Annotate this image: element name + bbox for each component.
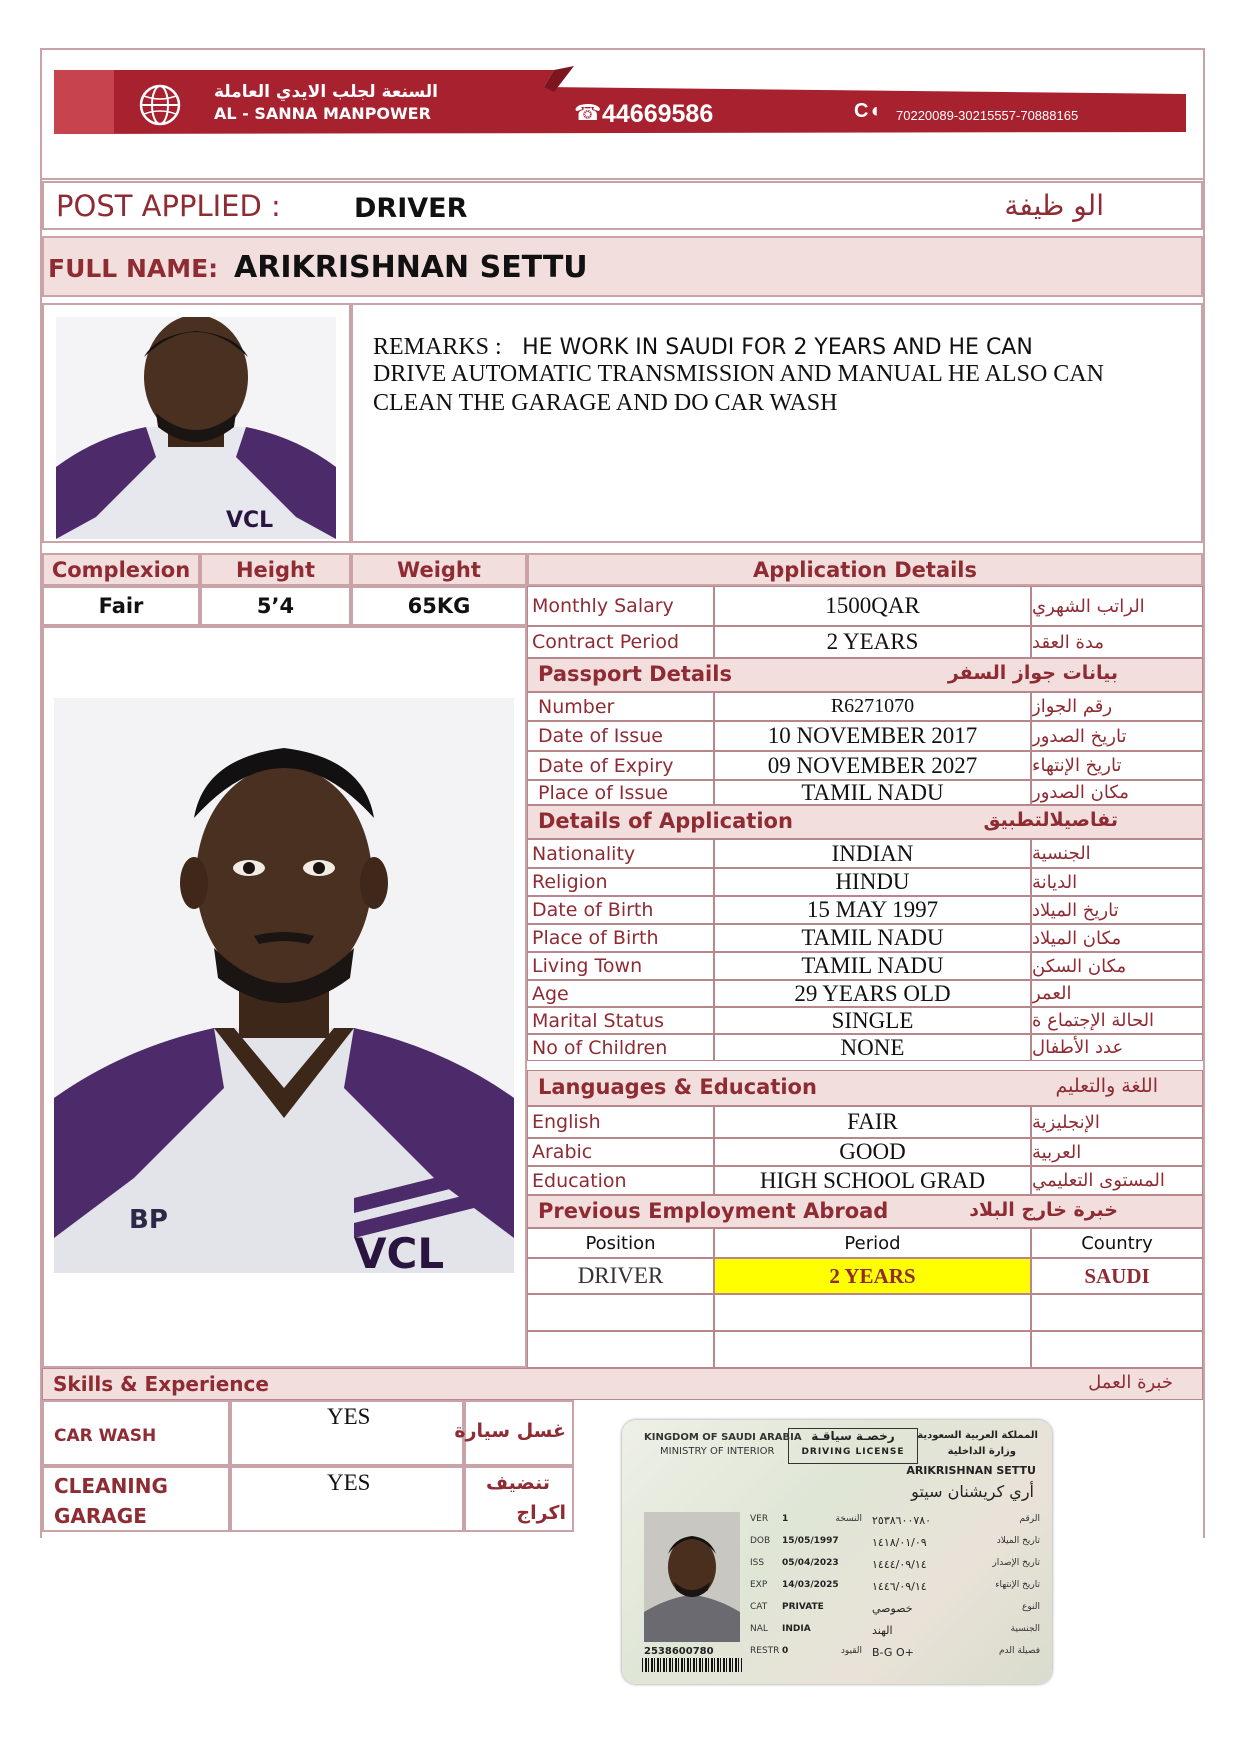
details-row-label: Living Town (527, 952, 714, 980)
details-row-arabic: مكان الميلاد (1031, 924, 1203, 952)
license-field-ar-label: النسخة (835, 1514, 862, 1524)
license-field-ar-value: B-G O+ (872, 1646, 914, 1659)
remarks-label: REMARKS : (373, 334, 502, 360)
details-row-label: Nationality (527, 839, 714, 868)
svg-text:BP: BP (129, 1205, 168, 1235)
employment-title: Previous Employment Abroad (538, 1199, 889, 1223)
skill-cleaning-value: YES (327, 1470, 371, 1495)
details-row-value: NONE (714, 1034, 1031, 1061)
skill-car-wash-value: YES (327, 1404, 371, 1429)
license-title-box (788, 1428, 918, 1464)
details-header (527, 805, 1203, 839)
employment-empty-cell (714, 1294, 1031, 1331)
banner-divider (42, 178, 1203, 180)
post-applied-label: POST APPLIED : (56, 189, 281, 223)
license-field-ar-value: خصوصي (872, 1602, 913, 1615)
header-complexion: Complexion (42, 553, 200, 586)
skill-cleaning-value-cell (230, 1466, 464, 1532)
passport-number-label: Number (527, 692, 714, 721)
license-field-ar-value: ١٤٤٤/٠٩/١٤ (872, 1558, 927, 1571)
employment-header-position: Position (527, 1228, 714, 1258)
license-field-ar-right: تاريخ الإنتهاء (995, 1580, 1040, 1590)
value-height: 5’4 (200, 586, 351, 626)
language-row-value: GOOD (714, 1138, 1031, 1166)
company-arabic-name: السنعة لجلب الايدي العاملة (214, 82, 438, 102)
skill-cleaning-arabic-line1: تنضيف (486, 1472, 550, 1494)
passport-issue-value: 10 NOVEMBER 2017 (714, 721, 1031, 751)
employment-arabic-title: خبرة خارج البلاد (969, 1199, 1118, 1221)
details-row-value: INDIAN (714, 839, 1031, 868)
license-field-ar-label: القيود (840, 1646, 862, 1656)
license-field-value: PRIVATE (782, 1602, 824, 1612)
company-globe-logo (139, 84, 181, 126)
skills-arabic-title: خبرة العمل (1088, 1372, 1173, 1393)
company-name: AL - SANNA MANPOWER (214, 104, 431, 123)
remarks-line1 (373, 333, 1033, 361)
driving-license-card (622, 1420, 1052, 1684)
phone-icon: ☎ (574, 100, 602, 125)
details-row-arabic: عدد الأطفال (1031, 1034, 1203, 1061)
svg-text:VCL: VCL (226, 508, 274, 533)
passport-title: Passport Details (538, 662, 732, 686)
passport-place-arabic: مكان الصدور (1031, 780, 1203, 805)
company-banner (54, 62, 1186, 137)
license-field-ar-right: تاريخ الإصدار (992, 1558, 1040, 1568)
other-phone-numbers: 70220089-30215557-70888165 (896, 108, 1079, 123)
details-row-arabic: العمر (1031, 980, 1203, 1007)
employment-period: 2 YEARS (714, 1258, 1031, 1294)
license-field-ar-value: ١٤٤٦/٠٩/١٤ (872, 1580, 927, 1593)
license-field-value: 0 (782, 1646, 789, 1656)
remarks-text-line1: HE WORK IN SAUDI FOR 2 YEARS AND HE CAN (522, 335, 1033, 360)
passport-number-value: R6271070 (714, 692, 1031, 721)
languages-header (527, 1070, 1203, 1106)
salary-value: 1500QAR (714, 586, 1031, 626)
license-field-key: EXP (750, 1580, 768, 1590)
details-row-label: Marital Status (527, 1007, 714, 1034)
license-field-key: CAT (750, 1602, 768, 1612)
passport-issue-arabic: تاريخ الصدور (1031, 721, 1203, 751)
languages-arabic-title: اللغة والتعليم (1055, 1075, 1158, 1097)
language-row-value: FAIR (714, 1106, 1031, 1138)
license-field-value: 14/03/2025 (782, 1580, 839, 1590)
value-weight: 65KG (351, 586, 527, 626)
passport-arabic-title: بيانات جواز السفر (947, 662, 1118, 684)
license-field-ar-right: النوع (1022, 1602, 1040, 1612)
remarks-text-line3: CLEAN THE GARAGE AND DO CAR WASH (373, 390, 838, 416)
details-title: Details of Application (538, 809, 793, 833)
license-ministry-ar: وزارة الداخلية (947, 1446, 1016, 1457)
employment-empty-cell (527, 1294, 714, 1331)
license-field-ar-right: الجنسية (1010, 1624, 1040, 1634)
languages-title: Languages & Education (538, 1075, 817, 1099)
details-row-label: Religion (527, 868, 714, 896)
details-row-arabic: الحالة الإجتماع ة (1031, 1007, 1203, 1034)
salary-label: Monthly Salary (527, 586, 714, 626)
license-field-value: 05/04/2023 (782, 1558, 839, 1568)
skill-car-wash-value-cell (230, 1400, 464, 1466)
details-row-label: Place of Birth (527, 924, 714, 952)
language-row-label: Education (527, 1166, 714, 1195)
header-height: Height (200, 553, 351, 586)
license-country-ar: المملكة العربية السعودية (917, 1430, 1038, 1441)
license-field-key: NAL (750, 1624, 768, 1634)
skill-car-wash-arabic-cell (454, 1400, 574, 1466)
language-row-label: Arabic (527, 1138, 714, 1166)
skill-car-wash-label: CAR WASH (54, 1426, 157, 1446)
salary-arabic: الراتب الشهري (1031, 586, 1203, 626)
details-row-label: No of Children (527, 1034, 714, 1061)
passport-expiry-label: Date of Expiry (527, 751, 714, 780)
application-details-header: Application Details (527, 553, 1203, 586)
full-name-value: ARIKRISHNAN SETTU (234, 250, 588, 285)
license-title-ar: رخصـة سياقـة (811, 1429, 895, 1443)
details-row-arabic: الجنسية (1031, 839, 1203, 868)
language-row-label: English (527, 1106, 714, 1138)
passport-place-value: TAMIL NADU (714, 780, 1031, 805)
employment-empty-cell (1031, 1331, 1203, 1368)
applicant-photo-large (54, 698, 514, 1273)
skill-cleaning-label-cell (42, 1466, 230, 1532)
license-number: 2538600780 (644, 1646, 714, 1657)
language-row-value: HIGH SCHOOL GRAD (714, 1166, 1031, 1195)
contract-label: Contract Period (527, 626, 714, 658)
details-arabic-title: تفاصيلالتطبيق (983, 809, 1118, 831)
skills-title: Skills & Experience (53, 1372, 269, 1396)
skill-cleaning-arabic-cell (464, 1466, 574, 1532)
details-row-arabic: الديانة (1031, 868, 1203, 896)
employment-empty-cell (1031, 1294, 1203, 1331)
license-field-value: INDIA (782, 1624, 811, 1634)
passport-details-header (527, 658, 1203, 692)
small-photo-cell (42, 303, 351, 543)
phone-number: 44669586 (602, 100, 714, 128)
license-field-ar-value: ٢٥٣٨٦٠٠٧٨٠ (872, 1514, 932, 1527)
details-row-value: HINDU (714, 868, 1031, 896)
passport-expiry-value: 09 NOVEMBER 2027 (714, 751, 1031, 780)
license-barcode (642, 1658, 742, 1672)
license-field-key: VER (750, 1514, 769, 1524)
details-row-arabic: تاريخ الميلاد (1031, 896, 1203, 924)
details-row-value: 15 MAY 1997 (714, 896, 1031, 924)
license-field-ar-right: فصيلة الدم (998, 1646, 1040, 1656)
employment-position: DRIVER (527, 1258, 714, 1294)
employment-header-period: Period (714, 1228, 1031, 1258)
details-row-value: SINGLE (714, 1007, 1031, 1034)
details-row-value: 29 YEARS OLD (714, 980, 1031, 1007)
post-applied-arabic: الو ظيفة (1004, 189, 1104, 222)
svg-text:VCL: VCL (354, 1229, 445, 1273)
license-title-en: DRIVING LICENSE (801, 1447, 905, 1457)
applicant-photo-small (56, 317, 336, 539)
skill-cleaning-arabic-line2: اكراج (516, 1502, 566, 1524)
license-field-ar-value: الهند (872, 1624, 893, 1637)
skills-header (42, 1368, 1203, 1400)
license-field-value: 1 (782, 1514, 789, 1524)
full-name-row (42, 236, 1203, 297)
license-field-ar-right: الرقم (1019, 1514, 1040, 1524)
employment-empty-cell (527, 1331, 714, 1368)
language-row-arabic: العربية (1031, 1138, 1203, 1166)
full-name-label: FULL NAME: (48, 254, 219, 283)
employment-header (527, 1195, 1203, 1228)
remarks-text-line2: DRIVE AUTOMATIC TRANSMISSION AND MANUAL HE ALSO CAN (373, 361, 1104, 387)
license-ministry: MINISTRY OF INTERIOR (660, 1446, 775, 1457)
passport-number-arabic: رقم الجواز (1031, 692, 1203, 721)
header-weight: Weight (351, 553, 527, 586)
details-row-value: TAMIL NADU (714, 952, 1031, 980)
language-row-arabic: الإنجليزية (1031, 1106, 1203, 1138)
details-row-label: Age (527, 980, 714, 1007)
license-field-ar-value: ١٤١٨/٠١/٠٩ (872, 1536, 927, 1549)
post-applied-row (42, 181, 1203, 230)
language-row-arabic: المستوى التعليمي (1031, 1166, 1203, 1195)
employment-empty-cell (714, 1331, 1031, 1368)
license-photo (644, 1512, 740, 1642)
license-field-value: 15/05/1997 (782, 1536, 839, 1546)
passport-issue-label: Date of Issue (527, 721, 714, 751)
license-field-key: ISS (750, 1558, 765, 1568)
mobile-icon: C◖ (854, 100, 881, 122)
details-row-label: Date of Birth (527, 896, 714, 924)
license-holder-name: ARIKRISHNAN SETTU (906, 1464, 1036, 1477)
passport-expiry-arabic: تاريخ الإنتهاء (1031, 751, 1203, 780)
details-row-value: TAMIL NADU (714, 924, 1031, 952)
license-field-key: DOB (750, 1536, 771, 1546)
skill-car-wash-arabic: غسل سيارة (454, 1420, 566, 1442)
license-holder-name-ar: أري كريشنان سيتو (911, 1482, 1034, 1501)
remarks-cell (351, 303, 1203, 543)
contract-arabic: مدة العقد (1031, 626, 1203, 658)
employment-country: SAUDI (1031, 1258, 1203, 1294)
details-row-arabic: مكان السكن (1031, 952, 1203, 980)
skill-cleaning-label-line2: GARAGE (54, 1504, 147, 1528)
employment-header-country: Country (1031, 1228, 1203, 1258)
skill-cleaning-label-line1: CLEANING (54, 1474, 168, 1498)
post-applied-value: DRIVER (354, 193, 468, 224)
license-field-key: RESTR (750, 1646, 780, 1656)
contract-value: 2 YEARS (714, 626, 1031, 658)
large-photo-cell (42, 626, 527, 1368)
license-country: KINGDOM OF SAUDI ARABIA (644, 1432, 802, 1443)
passport-place-label: Place of Issue (527, 780, 714, 805)
value-complexion: Fair (42, 586, 200, 626)
license-field-ar-right: تاريخ الميلاد (996, 1536, 1040, 1546)
skill-car-wash-label-cell (42, 1400, 230, 1466)
